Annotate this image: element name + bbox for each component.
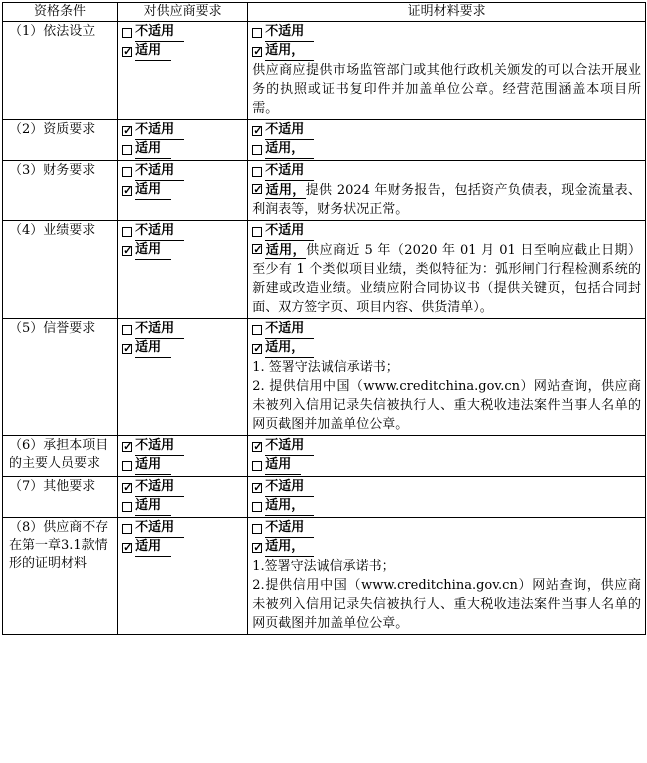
supplier-requirement-cell [118, 319, 248, 436]
option-label: 不适用 [265, 320, 314, 339]
option-unchecked[interactable] [252, 23, 641, 42]
checkbox-icon[interactable] [122, 145, 132, 155]
proof-requirement-cell [248, 319, 646, 436]
option-label: 适用， [265, 140, 314, 159]
option-label: 适用 [135, 497, 171, 516]
condition-cell [3, 477, 118, 518]
option-label: 适用， [265, 243, 307, 258]
option-unchecked[interactable] [122, 320, 243, 339]
table-body [3, 22, 646, 635]
supplier-requirement-cell [118, 161, 248, 221]
checkbox-icon[interactable] [252, 461, 262, 471]
proof-inline-text: 提供 2024 年财务报告，包括资产负债表，现金流量表、利润表等，财务状况正常。 [252, 183, 641, 217]
option-label: 适用， [265, 538, 314, 557]
proof-requirement-cell [248, 161, 646, 221]
option-unchecked[interactable] [252, 519, 641, 538]
option-unchecked[interactable] [122, 519, 243, 538]
option-checked[interactable] [122, 42, 243, 61]
proof-text: 2.提供信用中国（www.creditchina.gov.cn）网站查询，供应商未被列入信用记录失信被执行人、重大税收违法案件当事人名单的网页截图并加盖单位公章。 [252, 578, 641, 631]
checkbox-icon[interactable] [122, 325, 132, 335]
checked-checkbox-icon[interactable] [252, 483, 262, 493]
condition-cell [3, 22, 118, 120]
option-label: 适用， [265, 42, 314, 61]
table-row [3, 221, 646, 319]
option-label: 不适用 [265, 478, 314, 497]
option-label: 适用， [265, 497, 314, 516]
option-unchecked[interactable] [122, 140, 243, 159]
checkbox-icon[interactable] [122, 461, 132, 471]
condition-label: （1）依法设立 [9, 24, 96, 39]
checked-checkbox-icon[interactable] [122, 186, 132, 196]
checkbox-icon[interactable] [122, 227, 132, 237]
option-checked[interactable] [122, 478, 243, 497]
option-label: 不适用 [135, 320, 184, 339]
checked-checkbox-icon[interactable] [122, 543, 132, 553]
header-row [3, 3, 646, 22]
table-row [3, 120, 646, 161]
checkbox-icon[interactable] [122, 167, 132, 177]
condition-cell [3, 161, 118, 221]
option-label: 不适用 [265, 162, 314, 181]
checkbox-icon[interactable] [122, 524, 132, 534]
option-checked[interactable] [122, 121, 243, 140]
header-proof-requirements: 证明材料要求 [248, 3, 646, 22]
option-label: 适用 [265, 456, 301, 475]
supplier-requirement-cell [118, 477, 248, 518]
option-label: 适用 [135, 140, 171, 159]
checkbox-icon[interactable] [122, 28, 132, 38]
proof-text: 2. 提供信用中国（www.creditchina.gov.cn）网站查询，供应商未被列入信用记录失信被执行人、重大税收违法案件当事人名单的网页截图并加盖单位公章。 [252, 379, 641, 432]
checked-checkbox-icon[interactable] [122, 483, 132, 493]
table-row [3, 518, 646, 635]
checkbox-icon[interactable] [252, 524, 262, 534]
condition-label: （8）供应商不存在第一章3.1款情形的证明材料 [9, 520, 109, 571]
option-label: 不适用 [265, 121, 314, 140]
option-label: 不适用 [135, 478, 184, 497]
checked-checkbox-icon[interactable] [122, 344, 132, 354]
condition-cell [3, 436, 118, 477]
option-unchecked[interactable] [252, 162, 641, 181]
proof-requirement-cell [248, 120, 646, 161]
option-label: 不适用 [265, 222, 314, 241]
proof-requirement-cell [248, 436, 646, 477]
checked-checkbox-icon[interactable] [252, 543, 262, 553]
condition-label: （5）信誉要求 [9, 321, 96, 336]
table-row [3, 22, 646, 120]
option-checked[interactable] [122, 437, 243, 456]
option-checked[interactable] [252, 437, 641, 456]
option-label: 适用 [135, 42, 171, 61]
option-label: 适用 [135, 241, 171, 260]
proof-text: 1. 签署守法诚信承诺书； [252, 360, 399, 375]
option-label: 不适用 [135, 222, 184, 241]
proof-inline-text: 供应商近 5 年（2020 年 01 月 01 日至响应截止日期）至少有 1 个类似项目业绩，类似特征为：弧形闸门行程检测系统的新建或改造业绩。业绩应附合同协议书（提供关键页，包括合同封面、双方签字页、项目内容、供货清单）。 [252, 243, 641, 315]
option-label: 不适用 [265, 23, 314, 42]
option-checked[interactable] [252, 478, 641, 497]
option-unchecked[interactable] [122, 162, 243, 181]
option-unchecked[interactable] [122, 497, 243, 516]
condition-cell [3, 319, 118, 436]
option-unchecked[interactable] [252, 222, 641, 241]
proof-requirement-cell [248, 518, 646, 635]
checked-checkbox-icon[interactable] [252, 344, 262, 354]
table-row [3, 319, 646, 436]
option-label: 不适用 [135, 121, 184, 140]
proof-text: 供应商应提供市场监管部门或其他行政机关颁发的可以合法开展业务的执照或证书复印件并加盖单位公章。经营范围涵盖本项目所需。 [252, 63, 641, 116]
option-label: 适用 [135, 181, 171, 200]
header-conditions: 资格条件 [3, 3, 118, 22]
option-unchecked[interactable] [122, 222, 243, 241]
header-supplier-requirements: 对供应商要求 [118, 3, 248, 22]
checked-checkbox-icon[interactable] [122, 47, 132, 57]
checkbox-icon[interactable] [252, 167, 262, 177]
condition-label: （6）承担本项目的主要人员要求 [9, 438, 109, 471]
option-label: 不适用 [135, 162, 184, 181]
option-checked[interactable] [122, 241, 243, 260]
option-label: 不适用 [265, 519, 314, 538]
condition-label: （4）业绩要求 [9, 223, 96, 238]
checked-checkbox-icon[interactable] [252, 47, 262, 57]
option-unchecked[interactable] [252, 140, 641, 159]
proof-requirement-cell [248, 221, 646, 319]
supplier-requirement-cell [118, 120, 248, 161]
option-label: 不适用 [265, 437, 314, 456]
checkbox-icon[interactable] [252, 28, 262, 38]
table-row [3, 436, 646, 477]
option-unchecked[interactable] [252, 456, 641, 475]
checkbox-icon[interactable] [252, 325, 262, 335]
option-unchecked[interactable] [122, 456, 243, 475]
supplier-requirement-cell [118, 518, 248, 635]
proof-requirement-cell [248, 477, 646, 518]
option-label: 适用， [265, 339, 314, 358]
table-row [3, 477, 646, 518]
condition-cell [3, 120, 118, 161]
checkbox-icon[interactable] [252, 227, 262, 237]
option-label: 适用 [135, 456, 171, 475]
checked-checkbox-icon[interactable] [252, 244, 262, 254]
option-unchecked[interactable] [122, 23, 243, 42]
supplier-requirement-cell [118, 221, 248, 319]
supplier-requirement-cell [118, 22, 248, 120]
option-label: 适用， [265, 183, 306, 198]
proof-requirement-cell [248, 22, 646, 120]
checked-checkbox-icon[interactable] [252, 442, 262, 452]
checkbox-icon[interactable] [252, 502, 262, 512]
checkbox-icon[interactable] [252, 145, 262, 155]
option-checked[interactable] [252, 538, 641, 557]
option-checked[interactable] [252, 42, 641, 61]
option-unchecked[interactable] [252, 320, 641, 339]
option-label: 不适用 [135, 23, 184, 42]
option-unchecked[interactable] [252, 497, 641, 516]
condition-label: （3）财务要求 [9, 163, 96, 178]
option-label: 不适用 [135, 437, 184, 456]
checked-checkbox-icon[interactable] [252, 184, 262, 194]
option-checked[interactable] [122, 538, 243, 557]
option-label: 不适用 [135, 519, 184, 538]
option-label: 适用 [135, 339, 171, 358]
qualification-table [2, 2, 646, 635]
option-checked[interactable] [252, 241, 641, 317]
checkbox-icon[interactable] [122, 502, 132, 512]
option-label: 适用 [135, 538, 171, 557]
option-checked[interactable] [252, 339, 641, 358]
condition-cell [3, 518, 118, 635]
option-checked[interactable] [122, 339, 243, 358]
condition-label: （7）其他要求 [9, 479, 96, 494]
proof-text: 1.签署守法诚信承诺书； [252, 559, 395, 574]
checked-checkbox-icon[interactable] [122, 442, 132, 452]
supplier-requirement-cell [118, 436, 248, 477]
checked-checkbox-icon[interactable] [252, 126, 262, 136]
option-checked[interactable] [252, 181, 641, 219]
condition-cell [3, 221, 118, 319]
option-checked[interactable] [252, 121, 641, 140]
table-row [3, 161, 646, 221]
option-checked[interactable] [122, 181, 243, 200]
checked-checkbox-icon[interactable] [122, 126, 132, 136]
checked-checkbox-icon[interactable] [122, 246, 132, 256]
condition-label: （2）资质要求 [9, 122, 96, 137]
